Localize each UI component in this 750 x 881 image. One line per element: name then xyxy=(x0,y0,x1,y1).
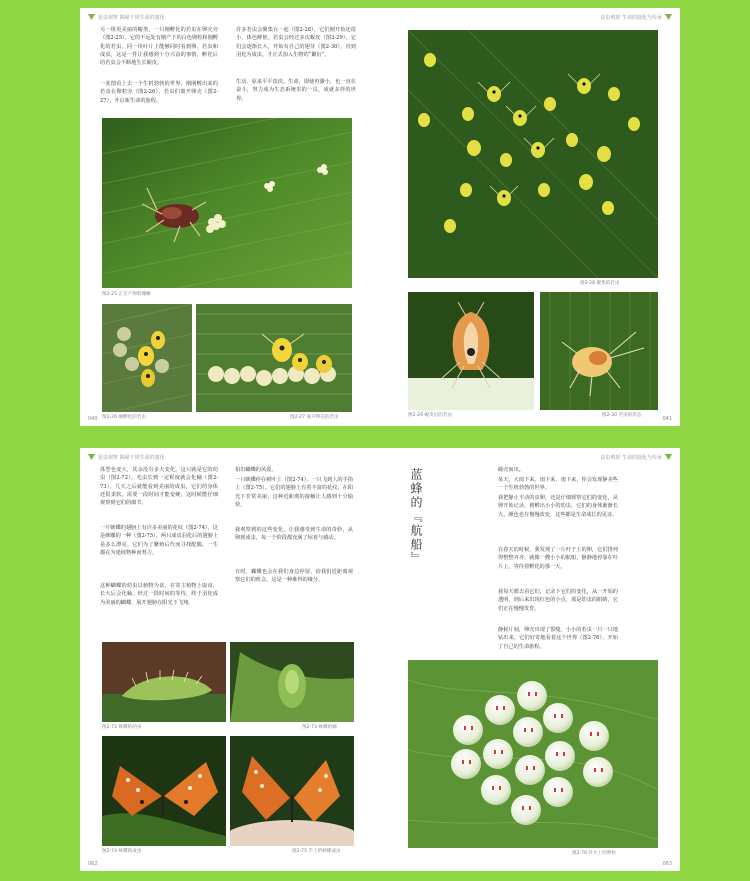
photo-hatching-nymphs xyxy=(102,304,192,412)
running-head: 昆虫观察 生命的演化与传承 xyxy=(600,15,662,21)
photo-caption: 图2-27 离开卵壳的若虫 xyxy=(290,415,339,420)
photo-caption: 图2-76 叶片上的卵粒 xyxy=(572,851,617,856)
photo-caption: 图2-73 蛱蝶的蛹 xyxy=(302,725,337,730)
body-paragraph: 某天，大雨下来，雨下来，雨下来，你会发现静美些一个生机勃勃的世界。 xyxy=(498,477,618,492)
section-marker-icon xyxy=(88,454,95,460)
running-head: 昆虫观察 揭秘不同生命的演化 xyxy=(98,15,165,21)
page-right-top xyxy=(380,8,680,426)
photo-caption: 图2-74 蛱蝶的成虫 xyxy=(102,849,142,854)
photo-egg-cluster xyxy=(408,660,658,848)
page-left-bottom xyxy=(80,448,380,871)
section-marker-icon xyxy=(88,14,95,20)
body-paragraph: 在春天的时候，我发现了一片叶子上的卵，它们排列得整整齐齐，就像一艘小小的航船，静静地停靠在叶片上，等待着孵化的那一天。 xyxy=(498,547,618,570)
running-head: 昆虫观察 揭秘不同生命的演化 xyxy=(98,455,165,461)
body-paragraph: 许多若虫会聚集在一起（图2-28），它们刚开始还很小，体色鲜艳。若虫会经过多次蜕皮（图2-29），它们会逐渐长大，开始有自己的翅芽（图2-30），直到羽化为成虫，才正式加入生物的“繁衍”。 xyxy=(236,27,356,58)
body-paragraph: 我把静止不动的虫卵，还是仔细观察它们的变化，从卵开始记录，到孵出小小的幼虫，它们的身体渐渐长大，颜色也在慢慢改变，这些都是生命成长的见证。 xyxy=(498,495,618,518)
body-paragraph: 我观察到的这些变化，让我感受到生命的奇妙，从卵到成虫，每一个阶段都充满了惊喜与感动。 xyxy=(235,527,353,542)
photo-nymph-cluster xyxy=(408,30,658,278)
page-number: 063 xyxy=(662,861,672,867)
body-paragraph: 体型也变大，其余没有多大变化。这只就是它的幼虫（图2-72）。毛虫长到一定程度就会化蛹（图2-73），几天之后就能看到美丽的成虫，它们的身体还很柔软，需要一段时间才能变硬，这时候能仔细观察到它们的细节。 xyxy=(100,467,218,507)
section-marker-icon xyxy=(665,14,672,20)
body-paragraph: 我每天都去看它们，记录下它们的变化，从一开始的透明，到后来出现红色的小点，那是幼虫的眼睛，它们正在慢慢发育。 xyxy=(498,589,618,612)
running-head: 昆虫观察 生命的演化与传承 xyxy=(600,455,662,461)
page-number: 062 xyxy=(88,861,98,867)
photo-caption: 图2-29 蜕皮后的若虫 xyxy=(408,413,453,418)
body-paragraph: 有时，蝴蝶也会在我们身边停留，给我们近距离观察它们的机会，这是一种难得的缘分。 xyxy=(235,569,353,584)
photo-caption: 图2-72 蛱蝶的幼虫 xyxy=(102,725,142,730)
body-paragraph: 一片蛱蝶的翅膀上有许多美丽的花纹（图2-74），这是蛱蝶的一种（图2-75），两只成虫羽化后的翅膀上是多么漂亮。它们为了繁殖后代而寻找配偶，一生都在为延续物种而努力。 xyxy=(100,525,218,556)
section-title: 蓝蜂的『航船』 xyxy=(409,468,423,566)
photo-caterpillar xyxy=(102,642,226,722)
photo-butterfly-hand xyxy=(230,736,354,846)
body-paragraph: 生活，原来平平淡淡。生命，即使再渺小，也一直在奋斗，努力成为生态系统里的一员，成就多样的世界。 xyxy=(236,79,356,102)
photo-butterfly-leaf xyxy=(102,736,226,846)
photo-caption: 图2-25 正在产卵的雌蝽 xyxy=(102,292,151,297)
page-number: 041 xyxy=(662,416,672,422)
body-paragraph: 另一组更美丽的蝽类，一只刚孵化的若虫在卵壳旁（图2-25）。它的不远处有刚产下的白色卵粒和刚孵化的若虫。同一块叶片上能够同时看到卵、若虫和成虫，这是一件让我感到十分兴奋的事情，孵化后的若虫会不断地生长蜕皮。 xyxy=(100,27,218,67)
body-paragraph: 这种蝴蝶的幼虫以植物为食，在寄主植物上取食，长大后会化蛹，经过一段时间的等待，终于羽化成为美丽的蝴蝶，展开翅膀在阳光下飞翔。 xyxy=(100,583,218,606)
body-paragraph: 一张图看上去一个生机勃勃的世界，刚刚孵出来的若虫在卵粒旁（图2-26），若虫们离开卵壳（图2-27），开启新生命的旅程。 xyxy=(100,81,218,104)
body-paragraph: 破壳而出。 xyxy=(498,467,524,473)
body-paragraph: 静候片刻，卵壳出现了裂缝，小小的若虫一只一只地钻出来，它们好奇地看着这个世界（图2-76），开始了自己的生命旅程。 xyxy=(498,627,618,650)
photo-molting-nymph xyxy=(540,292,658,410)
photo-nymphs-leaving-eggs xyxy=(196,304,352,412)
section-marker-icon xyxy=(665,454,672,460)
photo-orange-nymph xyxy=(408,292,534,410)
photo-pupa xyxy=(230,642,354,722)
page-number: 040 xyxy=(88,416,98,422)
body-paragraph: 一只蛱蝶停在树叶上（图2-74），一只飞到人的手指上（图2-75）。它们的翅膀上有着丰富的花纹，在阳光下非常美丽，这种近距离的接触让人感到十分愉快。 xyxy=(235,477,353,508)
photo-bug-laying-eggs xyxy=(102,118,352,288)
photo-caption: 图2-30 若虫的形态 xyxy=(602,413,642,418)
spread-top xyxy=(80,8,680,426)
spread-bottom xyxy=(80,448,680,871)
page-right-bottom xyxy=(380,448,680,871)
photo-caption: 图2-28 聚集的若虫 xyxy=(580,281,620,286)
page-left-top xyxy=(80,8,380,426)
photo-caption: 图2-75 手上的蛱蝶成虫 xyxy=(292,849,341,854)
photo-caption: 图2-26 刚孵化的若虫 xyxy=(102,415,147,420)
body-paragraph: 拍出蝴蝶的风姿。 xyxy=(235,467,277,473)
